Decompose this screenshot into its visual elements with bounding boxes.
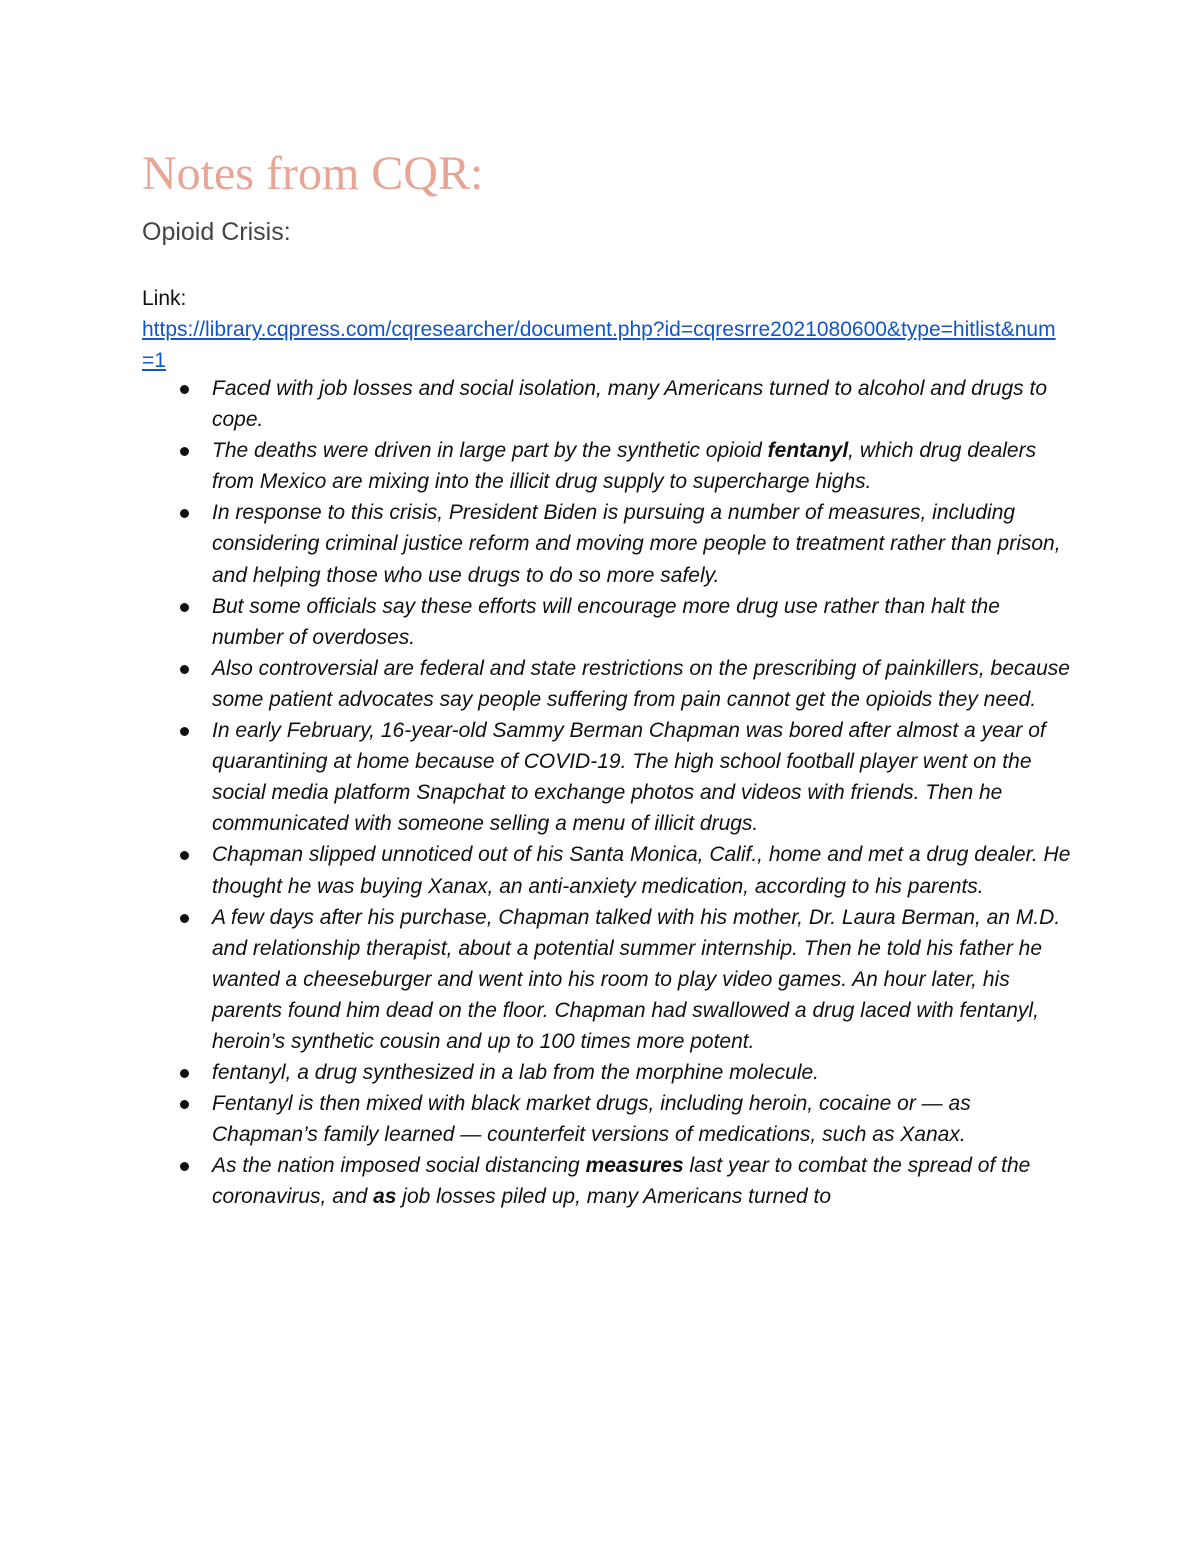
list-item: In response to this crisis, President Biden is pursuing a number of measures, including considering criminal justice reform and moving more people to treatment rather than prison, and helping those who use drugs to do so more safely. (142, 497, 1072, 590)
list-item: Faced with job losses and social isolation, many Americans turned to alcohol and drugs to cope. (142, 373, 1072, 435)
bold-term: as (373, 1185, 397, 1209)
source-link[interactable]: https://library.cqpress.com/cqresearcher/document.php?id=cqresrre2021080600&type=hitlist&num=1 (142, 318, 1056, 372)
list-item: But some officials say these efforts will encourage more drug use rather than halt the number of overdoses. (142, 591, 1072, 653)
bold-term: measures (585, 1154, 684, 1178)
bullet-icon (180, 727, 189, 736)
bullet-icon (180, 914, 189, 923)
link-label: Link: (142, 287, 187, 310)
bold-term: fentanyl (767, 439, 849, 463)
bullet-icon (180, 851, 189, 860)
list-item: The deaths were driven in large part by the synthetic opioid fentanyl, which drug dealers from Mexico are mixing into the illicit drug supply to supercharge highs. (142, 435, 1072, 497)
notes-list (142, 373, 1072, 1213)
bullet-icon (180, 447, 189, 456)
bullet-icon (180, 385, 189, 394)
list-item: Fentanyl is then mixed with black market drugs, including heroin, cocaine or — as Chapman’s family learned — counterfeit versions of medications, such as Xanax. (142, 1088, 1072, 1150)
bullet-icon (180, 665, 189, 674)
list-item: A few days after his purchase, Chapman talked with his mother, Dr. Laura Berman, an M.D. and relationship therapist, about a potential summer internship. Then he told his father he wanted a cheeseburger and went into his room to play video games. An hour later, his parents found him dead on the floor. Chapman had swallowed a drug laced with fentanyl, heroin’s synthetic cousin and up to 100 times more potent. (142, 902, 1072, 1057)
page-title: Notes from CQR: (142, 147, 484, 200)
list-item: Also controversial are federal and state restrictions on the prescribing of painkillers, because some patient advocates say people suffering from pain cannot get the opioids they need. (142, 653, 1072, 715)
bullet-icon (180, 603, 189, 612)
bullet-icon (180, 1100, 189, 1109)
list-item: Chapman slipped unnoticed out of his Santa Monica, Calif., home and met a drug dealer. He thought he was buying Xanax, an anti-anxiety medication, according to his parents. (142, 839, 1072, 901)
list-item: fentanyl, a drug synthesized in a lab from the morphine molecule. (142, 1057, 1072, 1088)
list-item: As the nation imposed social distancing measures last year to combat the spread of the coronavirus, and as job losses piled up, many Americans turned to (142, 1150, 1072, 1212)
section-heading: Opioid Crisis: (142, 218, 291, 246)
bullet-icon (180, 1162, 189, 1171)
bullet-icon (180, 1069, 189, 1078)
list-item: In early February, 16-year-old Sammy Berman Chapman was bored after almost a year of quarantining at home because of COVID-19. The high school football player went on the social media platform Snapchat to exchange photos and videos with friends. Then he communicated with someone selling a menu of illicit drugs. (142, 715, 1072, 839)
bullet-icon (180, 509, 189, 518)
